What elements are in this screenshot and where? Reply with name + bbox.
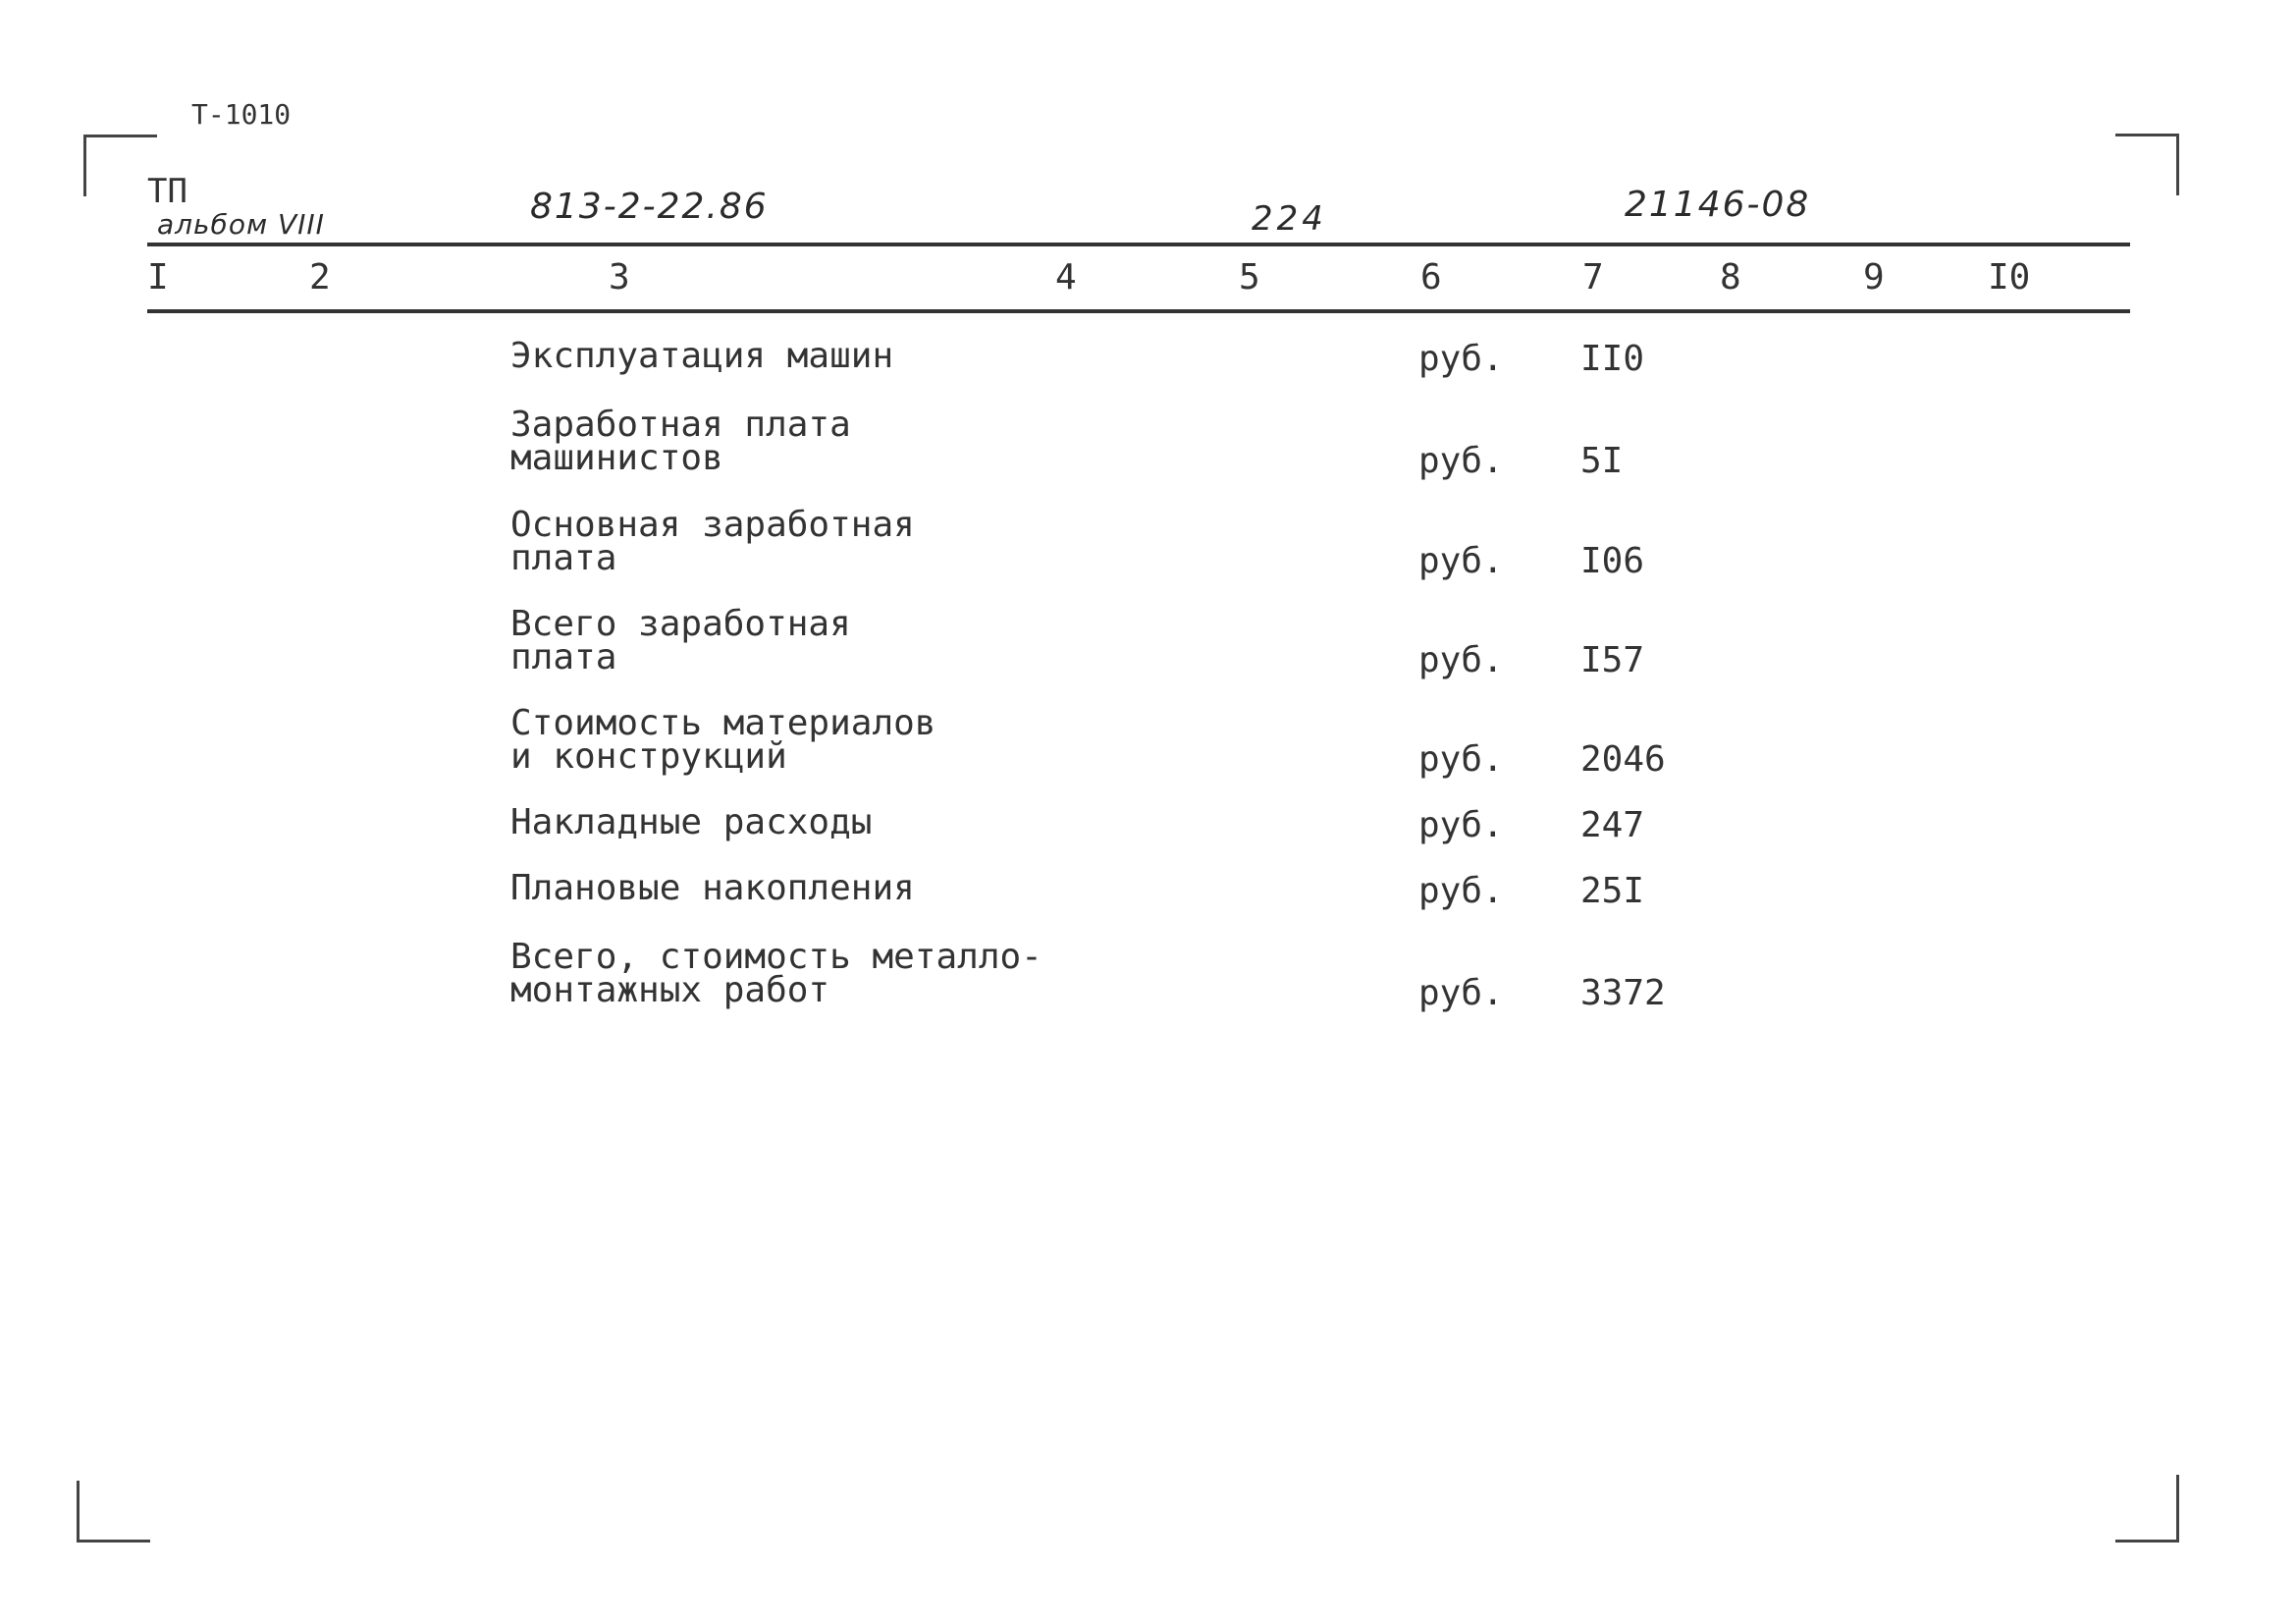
column-number: I0 bbox=[1988, 257, 2031, 298]
column-number: 6 bbox=[1420, 257, 1442, 298]
row-label-line1: Стоимость материалов bbox=[510, 703, 936, 743]
column-number: I bbox=[147, 257, 169, 298]
row-label-line1: Заработная плата bbox=[510, 405, 851, 445]
row-label-line1: Накладные расходы bbox=[510, 802, 873, 842]
column-number: 9 bbox=[1863, 257, 1885, 298]
document-number: 813-2-22.86 bbox=[530, 187, 769, 227]
row-value: I06 bbox=[1580, 541, 1645, 581]
row-unit: руб. bbox=[1418, 441, 1504, 481]
column-number: 5 bbox=[1239, 257, 1260, 298]
row-value: 25I bbox=[1580, 871, 1645, 911]
row-unit: руб. bbox=[1418, 805, 1504, 845]
header-rule-bottom bbox=[147, 309, 2130, 313]
row-value: 3372 bbox=[1580, 973, 1666, 1013]
row-value: 2046 bbox=[1580, 739, 1666, 780]
row-value: 247 bbox=[1580, 805, 1645, 845]
corner-mark-bottom-right bbox=[2115, 1475, 2179, 1543]
corner-mark-bottom-left bbox=[77, 1481, 150, 1543]
header-rule-top bbox=[147, 243, 2130, 246]
column-number: 3 bbox=[609, 257, 630, 298]
document-code: Т-1010 bbox=[191, 98, 292, 131]
row-unit: руб. bbox=[1418, 541, 1504, 581]
row-label-line1: Плановые накопления bbox=[510, 868, 915, 908]
page-number: 224 bbox=[1252, 199, 1327, 239]
row-unit: руб. bbox=[1418, 739, 1504, 780]
row-unit: руб. bbox=[1418, 640, 1504, 680]
row-label-line2: плата bbox=[510, 637, 617, 677]
row-label-line1: Эксплуатация машин bbox=[510, 336, 894, 376]
row-value: I57 bbox=[1580, 640, 1645, 680]
row-value: 5I bbox=[1580, 441, 1624, 481]
row-unit: руб. bbox=[1418, 339, 1504, 379]
row-label-line2: и конструкций bbox=[510, 736, 787, 777]
row-label-line2: машинистов bbox=[510, 438, 723, 478]
row-label-line1: Всего, стоимость металло- bbox=[510, 937, 1042, 977]
corner-mark-top-right bbox=[2115, 134, 2179, 195]
row-label-line1: Всего заработная bbox=[510, 604, 851, 644]
column-number: 7 bbox=[1582, 257, 1604, 298]
row-unit: руб. bbox=[1418, 973, 1504, 1013]
row-value: II0 bbox=[1580, 339, 1645, 379]
inventory-number: 21146-08 bbox=[1625, 185, 1811, 225]
column-number: 4 bbox=[1055, 257, 1077, 298]
row-unit: руб. bbox=[1418, 871, 1504, 911]
corner-mark-top-left bbox=[83, 135, 157, 196]
row-label-line1: Основная заработная bbox=[510, 505, 915, 545]
column-number: 2 bbox=[309, 257, 331, 298]
column-number: 8 bbox=[1720, 257, 1741, 298]
row-label-line2: плата bbox=[510, 538, 617, 578]
series-label: ТП bbox=[147, 172, 187, 211]
row-label-line2: монтажных работ bbox=[510, 970, 830, 1010]
album-label: альбом VIII bbox=[157, 208, 325, 241]
